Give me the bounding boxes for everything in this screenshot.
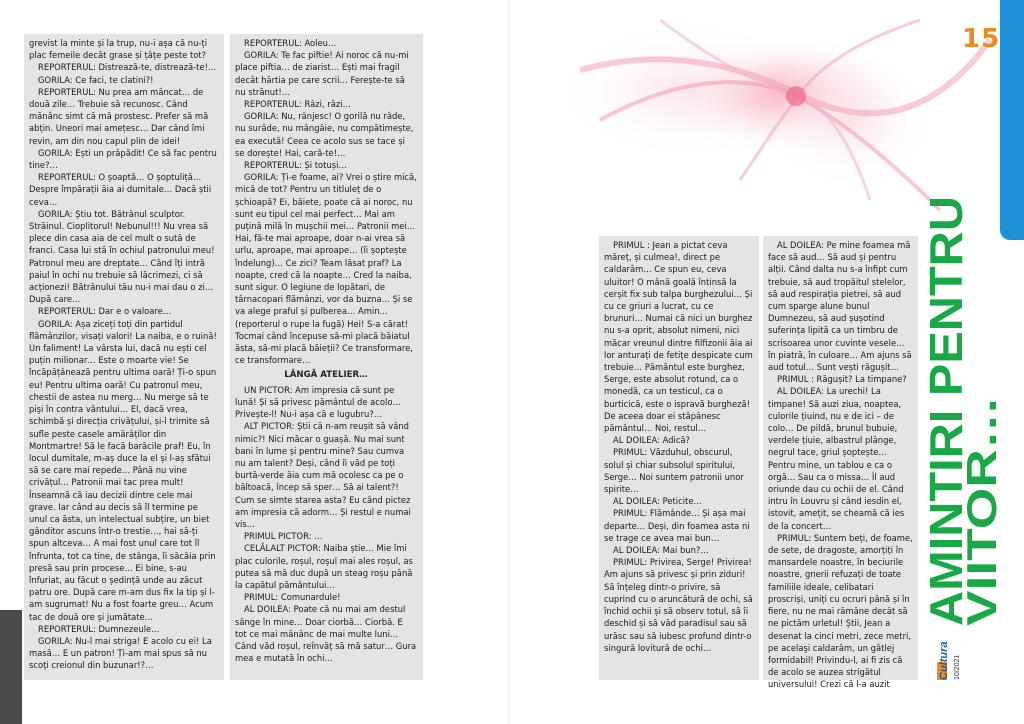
dialogue-paragraph: UN PICTOR: Am impresia că sunt pe lună! Și să privesc pământul de acolo… Privește-l! Nu-i așa că e lugubru?… [235, 384, 401, 420]
text-column-1 [24, 34, 224, 680]
dialogue-paragraph: PRIMUL: Flămânde… Și așa mai departe… Deși, din foamea asta ni se trage ce avea mai bun… [604, 508, 750, 543]
dialogue-paragraph: REPORTERUL: Și totuși… [244, 160, 347, 171]
blue-page-tab [1000, 0, 1024, 240]
dialogue-paragraph: REPORTERUL: O șoaptă… O șoptuliță… Despre împărații ăia ai dumitale… Dacă știi ceva… [29, 172, 212, 207]
dialogue-paragraph: PRIMUL: Comunardule! [244, 592, 341, 603]
left-page-edge-dark [0, 610, 22, 724]
dialogue-paragraph: REPORTERUL: Nu prea am mâncat… de două zile… Trebuie să recunosc. Când mănânc simt că mă prostesc. Prefer să mă abțin. Uneori mai amețesc… Dar când îmi revin, am din nou capul plin de idei! [29, 86, 209, 146]
dialogue-paragraph: GORILA: Știu tot. Bătrânul sculptor. Străinul. Cioplitorul! Nebunul!!! Nu vrea să plece din casa aia de cel mult o sută de franci. Casa lui stă în ochiul patronului meu! Patronul meu are dreptate… Când îți intră paiul în ochi nu trebuie să lăcrimezi, ci să acționezi! Bătrânului tău nu-i mai dau o zi… După care… [29, 208, 215, 305]
dialogue-paragraph: AL DOILEA: Poate că nu mai am destul sânge în mine… Doar ciorbă… Ciorbă. E tot ce mai mănânc de mai multe luni… Când văd roșul, reînvăț să mă satur… Gura mea e mutată în ochi… [235, 604, 417, 664]
magazine-issue: 10/2021 [954, 654, 961, 680]
dialogue-paragraph: REPORTERUL: Distrează-te, distrează-te!… [38, 62, 217, 73]
dialogue-paragraph: AL DOILEA: Peticite… [613, 496, 702, 507]
dialogue-paragraph: GORILA: Nu, rânjesc! O gorilă nu râde, nu surâde, nu mângâie, nu compătimește, ea execută! Ceea ce acolo sus se tace și se dorește! Hai, cară-te!… [235, 111, 414, 158]
dialogue-paragraph: GORILA: Ești un prăpădit! Ce să fac pentru tine?… [29, 147, 217, 171]
text-column-4 [763, 236, 918, 690]
text-column-2 [230, 34, 423, 680]
magazine-logo-text: Cultura [938, 641, 950, 680]
dialogue-paragraph: PRIMUL : Răgușit? La timpane? [777, 374, 907, 385]
dialogue-paragraph: AL DOILEA: Adică? [613, 435, 690, 446]
dialogue-paragraph: REPORTERUL: Dar e o valoare… [38, 306, 172, 317]
dialogue-paragraph: AL DOILEA: Mai bun?… [613, 545, 709, 556]
dialogue-paragraph: CELĂLALT PICTOR: Naiba știe… Mie îmi plac culorile, roșul, roșul mai ales roșul, as putea să mă duc după un steag roșu până la capătul pământului… [235, 543, 413, 590]
dialogue-paragraph: GORILA: Așa ziceți toți din partidul flămânzilor, visați valori! La naiba, e o ruină! Un faliment! La vârsta lui, dacă nu ești cel puțin milionar… Este o moarte vie! Se încăpățânează pentru ultima oară! Ți-o spun eu! Pentru ultima oară! Cu patronul meu, chestii de astea nu merg… Nu merge să te pişi în contra vântului… El, dacă vrea, schimbă și direcția crivățului, și-l trimite să sufle peste casele amărâților din Montmartre! Să le facă barăcile praf! Eu, în locul dumitale, m-aș duce la el și l-aș sfătui să se care mai repede… Până nu vine crivățul… Patronii mai tac prea mult! Înseamnă că iau decizii dintre cele mai grave. Iar când au decis să îl termine pe unul ca ăsta, un intelectual subțire, un biet gânditor ascuns într-o trestie…, hai să-ți spun altceva… A mai fost unul care tot îl înfrunta, tot ca tine, de stânga, îi săcâia prin presă sau prin procese… Ei bine, s-au înfuriat, au făcut o ședință unde au zăcut patru ore. După care m-am dus fix la tip și l-am sugrumat! Nu a fost foarte greu… Acum tac de două ore și jumătate… [29, 318, 217, 622]
dialogue-paragraph: PRIMUL : Jean a pictat ceva măreț, și culmea!, direct pe caldarâm… Ce spun eu, ceva uluitor! O mână goală întinsă la cerșit fix sub talpa burghezului… Și cu ce griuri a lucrat, cu ce brunuri… Numai că nici un burghez nu s-a oprit, absolut nimeni, nici măcar vreunul dintre filfizonii ăia ai lor anturați de fetițe despicate cum trebuie… Pământul este burghez, Serge, este absolut rotund, ca o monedă, ca un testicul, ca o burticică, este o ispravă burgheză! De aceea doar ei stăpânesc pământul… Noi, restul… [604, 240, 753, 434]
dialogue-paragraph: GORILA: Nu-l mai striga! E acolo cu ei! La masă… E un patron! Ți-am mai spus să nu scoți creionul din buzunar!?… [29, 635, 212, 671]
dialogue-paragraph: REPORTERUL: Dumnezeule… [38, 623, 160, 634]
dialogue-paragraph: AL DOILEA: Pe mine foamea mă face să aud… Să aud și pentru alții. Când dalta nu s-a înfipt cum trebuie, să aud tropăitul stelelor, să aud respirația pietrei, să aud cum sparge alune bunul Dumnezeu, să aud șușotind suferința lipită ca un timbru de scrisoarea unor cuvinte vesele… în piatră, în culoare… Am ajuns să aud totul… Sunt vești răgușit… [768, 240, 912, 373]
text-column-3 [599, 236, 759, 680]
dialogue-paragraph: PRIMUL: Văzduhul, obscurul, solul și chiar subsolul spiritului, Serge… Noi suntem patronii unor spirite… [604, 447, 744, 495]
dialogue-paragraph: PRIMUL PICTOR: … [244, 531, 323, 542]
dialogue-paragraph: REPORTERUL: Râzi, râzi… [244, 99, 351, 110]
title-line-2: VIITOR… [958, 444, 1005, 626]
title-line-1: AMINTIRI PENTRU [920, 219, 972, 626]
dialogue-paragraph: GORILA: Ți-e foame, ai? Vrei o știre mică, mică de tot? Pentru un titluleț de o șchioapă? Ei, băiete, poate că ai noroc, nu sunt eu tipul cel mai perfect… Mai am puțină milă în mușchii mei… Patronii mei… Hai, fă-te mai aproape, doar n-ai vrea să urlu, aproape, mai aproape… (îi șoptește îndelung)… Ce zici? Team lăsat praf? La noapte, cred că la noapte… Cred la naiba, sunt sigur. O legiune de lopătari, de târnacopari flămânzi, vor da buzna… Și se va alege praful și pulberea… Amin… (reporterul o rupe la fugă) Hei! S-a cărat! Tocmai când începuse să-mi placă băiatul ăsta, să-mi placă băieții? Ce transformare, ce transformare… [235, 172, 417, 366]
dialogue-paragraph: GORILA: Te fac piftie! Ai noroc că nu-mi place piftia… de ziarist… Ești mai fragil decât hârtia pe care scrii… Ferește-te să nu strănut!… [235, 50, 409, 97]
dialogue-paragraph: PRIMUL: Privirea, Serge! Privirea! Am ajuns să privesc și prin ziduri! Să înțeleg dintr-o privire, să cuprind cu o aruncătură de ochi, să închid ochii și să observ totul, să îi deschid și să văd paradisul sau să urăsc sau să iubesc profund dintr-o singură lovitură de ochi… [604, 557, 753, 653]
page-spine [508, 0, 510, 724]
magazine-logo [937, 614, 963, 680]
dialogue-paragraph: ALT PICTOR: Știi că n-am reușit să vând nimic?! Nici măcar o guașă. Nu mai sunt bani în lume și pentru mine? Sau cumva nu am talent? Deși, când îi văd pe toți burtă-verde ăia cum mă ocolesc ca pe o băltoacă, încep să sper… Să ai talent?! Cum se simte starea asta? Eu când pictez am impresia că adorm… Și restul e numai vis… [235, 421, 411, 529]
dialogue-paragraph: PRIMUL: Suntem beți, de foame, de sete, de dragoste, amorțiți în mansardele noastre, în beciurile noastre, gnerii refuzați de toate familiile ideale, celibatari proscriși, uniți cu ocruri până și în fiere, nu ne mai rămâne decât să ne pictăm urletul! Știi, Jean a desenat la cinci metri, zece metri, pe acelaşi caldarâm, un gâtlej formidabil! Privindu-l, ai fi zis că de acolo se auzea strigătul universului! Crezi că l-a auzit [768, 532, 913, 690]
dialogue-paragraph: GORILA: Ce faci, te clatini?! [38, 74, 154, 85]
dialogue-paragraph: AL DOILEA: La urechi! La timpane! Să auzi ziua, noaptea, culorile țiuind, nu e de ici – de colo… De pildă, brunul bubuie, verdele țiuie, albastrul plânge, negrul tace, griul șoptește… Pentru mine, un tablou e ca o orgă… Sau ca o missa… Îl aud oriunde dau cu ochii de el. Când intru în Louvru și când iesdin el, istovit, amețit, se cheamă că ies de la concert… [768, 386, 905, 531]
vertical-title [908, 196, 1005, 626]
section-heading: LÂNGĂ ATELIER… [284, 370, 368, 381]
dialogue-paragraph: REPORTERUL: Aoleu… [244, 38, 337, 48]
dialogue-paragraph: grevist la minte și la trup, nu-i așa că nu-ți plac femeile decât grase și țâțe peste tot? [29, 38, 208, 61]
page-number: 15 [962, 24, 1001, 54]
